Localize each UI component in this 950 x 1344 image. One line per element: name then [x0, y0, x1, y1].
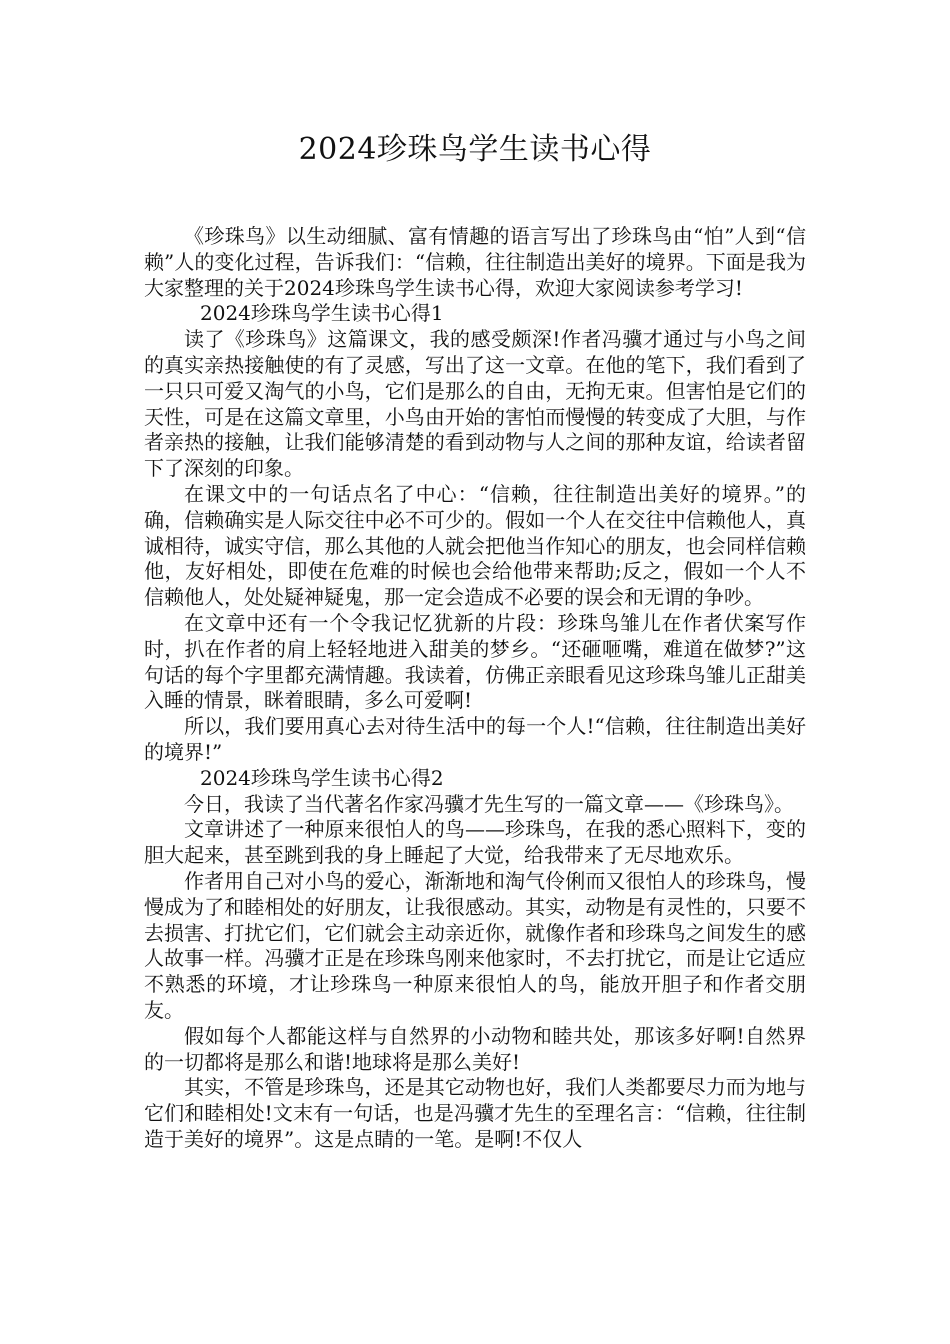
body-paragraph: 读了《珍珠鸟》这篇课文，我的感受颇深!作者冯骥才通过与小鸟之间的真实亲热接触使的有了灵感，写出了这一文章。在他的笔下，我们看到了一只只可爱又淘气的小鸟，它们是那么的自由，无拘无束。但害怕是它们的天性，可是在这篇文章里，小鸟由开始的害怕而慢慢的转变成了大胆，与作者亲热的接触，让我们能够清楚的看到动物与人之间的那种友谊，给读者留下了深刻的印象。: [144, 327, 806, 481]
body-paragraph: 在文章中还有一个令我记忆犹新的片段：珍珠鸟雏儿在作者伏案写作时，扒在作者的肩上轻轻地进入甜美的梦乡。“还砸咂嘴，难道在做梦?”这句话的每个字里都充满情趣。我读着，仿佛正亲眼看见这珍珠鸟雏儿正甜美入睡的情景，眯着眼睛，多么可爱啊!: [144, 610, 806, 713]
body-paragraph: 假如每个人都能这样与自然界的小动物和睦共处，那该多好啊!自然界的一切都将是那么和谐!地球将是那么美好!: [144, 1023, 806, 1074]
body-paragraph: 在课文中的一句话点名了中心：“信赖，往往制造出美好的境界。”的确，信赖确实是人际交往中必不可少的。假如一个人在交往中信赖他人，真诚相待，诚实守信，那么其他的人就会把他当作知心的朋友，也会同样信赖他，友好相处，即使在危难的时候也会给他带来帮助;反之，假如一个人不信赖他人，处处疑神疑鬼，那一定会造成不必要的误会和无谓的争吵。: [144, 481, 806, 610]
body-paragraph: 今日，我读了当代著名作家冯骥才先生写的一篇文章——《珍珠鸟》。: [184, 791, 794, 816]
body-paragraph: 文章讲述了一种原来很怕人的鸟——珍珠鸟，在我的悉心照料下，变的胆大起来，甚至跳到我的身上睡起了大觉，给我带来了无尽地欢乐。: [144, 817, 806, 868]
document-body: [144, 224, 806, 1153]
body-paragraph: 作者用自己对小鸟的爱心，渐渐地和淘气伶俐而又很怕人的珍珠鸟，慢慢成为了和睦相处的好朋友，让我很感动。其实，动物是有灵性的，只要不去损害、打扰它们，它们就会主动亲近你，就像作者和珍珠鸟之间发生的感人故事一样。冯骥才正是在珍珠鸟刚来他家时，不去打扰它，而是让它适应不熟悉的环境，才让珍珠鸟一种原来很怕人的鸟，能放开胆子和作者交朋友。: [144, 868, 806, 1022]
body-paragraph: 所以，我们要用真心去对待生活中的每一个人!“信赖，往往制造出美好的境界!”: [144, 714, 806, 764]
document-title: 2024珍珠鸟学生读书心得: [298, 132, 652, 167]
section-heading-2: 2024珍珠鸟学生读书心得2: [200, 765, 444, 790]
body-paragraph: 其实，不管是珍珠鸟，还是其它动物也好，我们人类都要尽力而为地与它们和睦相处!文末有一句话，也是冯骥才先生的至理名言：“信赖，往往制造于美好的境界”。这是点睛的一笔。是啊!不仅人: [144, 1075, 806, 1151]
intro-paragraph: 《珍珠鸟》以生动细腻、富有情趣的语言写出了珍珠鸟由“怕”人到“信赖”人的变化过程，告诉我们：“信赖，往往制造出美好的境界。下面是我为大家整理的关于2024珍珠鸟学生读书心得，欢迎大家阅读参考学习!: [144, 224, 806, 300]
section-heading-1: 2024珍珠鸟学生读书心得1: [200, 301, 444, 326]
